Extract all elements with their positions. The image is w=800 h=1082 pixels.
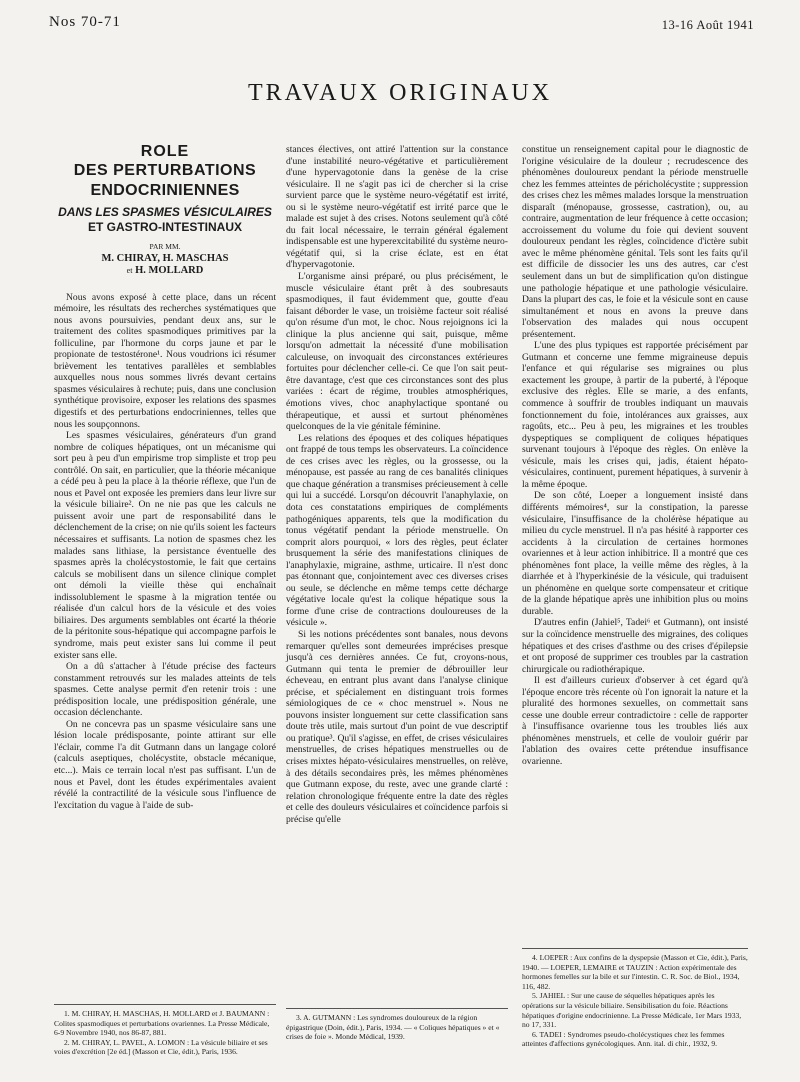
paragraph: D'autres enfin (Jahiel⁵, Tadei⁶ et Gutmann), ont insisté sur la coïncidence menstruelle des migraines, des coliques hépatiques et des crises d'asthme ou des crises d'épilepsie et ont proposé de supprimer ces troubles par la castration chirurgicale ou radiothérapique. xyxy=(522,617,748,675)
footnote: 2. M. CHIRAY, L. PAVEL, A. LOMON : La vésicule biliaire et ses voies d'excrétion [2e éd.] (Masson et Cie, édit.), Paris, 1936. xyxy=(54,1037,268,1057)
article-title-line-3: ENDOCRINIENNES xyxy=(90,182,240,199)
section-title: TRAVAUX ORIGINAUX xyxy=(247,80,553,106)
paragraph: L'organisme ainsi préparé, ou plus précisément, le muscle vésiculaire étant prêt à des soubresauts spasmodiques, il faut évidemment que, goutte d'eau faisant déborder le vase, un troisième facteur soit réalisé qu'on résume d'un mot, le choc. Nous rejoignons ici la clinique la plus ancienne qui sait, puisque, même lorsqu'on admettait la nécessité d'une mobilisation calculeuse, on invoquait des circonstances extérieures fortuites pour déclencher celle-ci. Ce que l'on sait peut-être davantage, c'est que ces circonstances sont des plus variées : écart de régime, troubles atmosphériques, émotions vives, choc anaphylactique spontané ou thérapeutique, et aussi et surtout phénomènes quelconques de la vie génitale féminine. xyxy=(286,271,508,433)
paragraph: Il est d'ailleurs curieux d'observer à cet égard qu'à l'époque encore très récente où l'on ignorait la nature et la pluralité des hormones sexuelles, on commettait sans cesse une double erreur contradictoire : celle de rapporter à l'insuffisance ovarienne tous les troubles liés aux phénomènes menstruels, et celle de vouloir guérir par l'ablation des ovaires cette prétendue insuffisance ovarienne. xyxy=(522,675,748,767)
article-subtitle-line-1: DANS LES SPASMES VÉSICULAIRES xyxy=(58,205,272,219)
paragraph: constitue un renseignement capital pour le diagnostic de l'origine vésiculaire de la douleur ; recrudescence des phénomènes douloureux pendant la période menstruelle chez les femmes atteintes de péricholécystite ; suppression des crises chez les mêmes malades lorsque la menstruation disparaît (ménopause, grossesse, castration), ou, au contraire, augmentation de leur fréquence à cette occasion; accroissement du volume du foie qui devient souvent douloureux pendant les règles, coïncidence d'ictère subit avec le même phénomène génital. Tels sont les faits qu'il est difficile de dissocier les uns des autres, car c'est seulement dans un but de simplification qu'on distingue une pathologie hépatique et une pathologie vésiculaire. Dans la plupart des cas, le foie et la vésicule sont en cause simultanément et nous en avons la preuve dans l'observation des malades qui nous occupent présentement. xyxy=(522,144,748,340)
footnote: 3. A. GUTMANN : Les syndromes douloureux de la région épigastrique (Doin, édit.), Paris, 1934. — « Coliques hépatiques » et « crises de foie ». Monde Médical, 1939. xyxy=(286,1013,500,1042)
authors-line-1: M. CHIRAY, H. MASCHAS xyxy=(101,252,229,264)
footnote: 5. JAHIEL : Sur une cause de séquelles hépatiques après les opérations sur la vésicule biliaire. Sensibilisation du foie. Réactions hépatiques d'origine endocrinienne. La Presse Médicale, 1er Mars 1933, no 17, 331. xyxy=(522,991,742,1030)
column-3 xyxy=(522,144,748,768)
footnotes-col-2 xyxy=(286,1013,508,1042)
footnote-rule-2 xyxy=(286,1008,508,1009)
footnote: 1. M. CHIRAY, H. MASCHAS, H. MOLLARD et J. BAUMANN : Colites spasmodiques et perturbations ovariennes. La Presse Médicale, 6-9 Novembre 1940, nos 86-87, 881. xyxy=(54,1009,270,1038)
column-1 xyxy=(54,140,276,811)
article-subtitle-line-2: ET GASTRO-INTESTINAUX xyxy=(87,220,242,234)
column-2 xyxy=(286,144,508,825)
paragraph: Les spasmes vésiculaires, générateurs d'un grand nombre de coliques hépatiques, ont un mécanisme qui sort peu à peu d'un empirisme trop simpliste et trop peu contrôlé. On sait, en particulier, que la théorie mécanique a cédé peu à peu la place à la théorie réflexe, que l'un de nous et Pavel ont exposée les premiers dans leur livre sur la vésicule biliaire². On ne nie pas que les calculs ne puissent avoir une part de responsabilité dans le déclenchement de la crise; on nie qu'ils soient les facteurs nécessaires et suffisants. La notion de spasmes chez les malades sans lithiase, la persistance éventuelle des spasmes après la cholécystostomie, le fait que certains calculs se mobilisent dans un silence clinique complet ont démoli la vieille thèse qui enchaînait indissolublement le spasme à la migration tentée ou réalisée d'un calcul hors de la vésicule et des voies biliaires. Des arguments semblables ont écarté la théorie de la péritonite sous-hépatique qui accompagne parfois le syndrome, mais peut exister sans lui comme il peut exister sans elle. xyxy=(54,430,276,661)
paragraph: Les relations des époques et des coliques hépatiques ont frappé de tous temps les observateurs. La coïncidence de ces crises avec les règles, ou la grossesse, ou la ménopause, est passée au rang de ces banalités cliniques que chaque génération a transmises précieusement à celle qui lui a succédé. Lorsqu'on découvrit l'anaphylaxie, on dota ces constatations empiriques de compléments pathogéniques apparents, tels que la modification du tonus végétatif pendant la période menstruelle. On comprit alors pourquoi, « lors des règles, peut éclater brusquement la série des manifestations cliniques de l'anaphylaxie, migraine, asthme, urticaire. Il n'est donc pas étonnant que, conjointement avec ces diverses crises ou seule, se déclenche en même temps cette décharge végétative locale qu'est la colique hépatique sous la forme d'une crise de contractions douloureuses de la vésicule ». xyxy=(286,432,508,629)
article-title-line-2: DES PERTURBATIONS xyxy=(73,162,257,179)
paragraph: stances électives, ont attiré l'attention sur la constance d'une instabilité neuro-végétative et particulièrement d'une hypervagotonie dans la genèse de la crise vésiculaire. Il ne s'agit pas ici de chercher si la crise survient parce que le système neuro-végétatif est irrité, ou si le système neuro-végétatif est irrité parce que le malade est sujet à des crises. Notons seulement qu'à côté du fait local nécessaire, le terrain général également indispensable est une hyperexcitabilité du système neuro-végétatif qui, si la crise éclate, est en état d'hypervagotonie. xyxy=(286,144,508,271)
paragraph: On a dû s'attacher à l'étude précise des facteurs constamment retrouvés sur les malades atteints de tels spasmes. Cette analyse permit d'en retenir trois : une prédisposition locale, une prédisposition générale, une occasion déclenchante. xyxy=(54,661,276,719)
footnote: 6. TADEI : Syndromes pseudo-cholécystiques chez les femmes atteintes d'affections gynécologiques. Ann. ital. di chir., 1932, 9. xyxy=(522,1029,725,1049)
footnote-rule-1 xyxy=(54,1004,276,1005)
footnote-rule-3 xyxy=(522,948,748,949)
author-mollard: H. MOLLARD xyxy=(135,265,204,277)
paragraph: On ne concevra pas un spasme vésiculaire sans une lésion locale prédisposante, pointe attirant sur elle l'éclair, comme l'a dit Gutmann dans un langage coloré (calculs aseptiques, cholécystite, obstacle mécanique, etc...). Mais ce terrain local n'est pas suffisant. L'un de nous et Pavel, dont les études expérimentales avaient révélé la contractilité de la vésicule sous l'influence de l'excitation du vague à l'aide de sub- xyxy=(54,718,276,811)
authors-et: et xyxy=(126,266,133,276)
footnotes-col-3 xyxy=(522,953,748,1049)
paragraph: De son côté, Loeper a longuement insisté dans différents mémoires⁴, sur la constipation, la paresse vésiculaire, l'insuffisance de la cholérèse hépatique au milieu du cycle menstruel. Il n'a pas hésité à rapporter ces accidents à la circulation de certaines hormones ovariennes et à leur action inhibitrice. Il a montré que ces phénomènes font place, la veille même des règles, à la diarrhée et à l'hyperkinésie de la vésicule, qui traduisent un phénomène en quelque sorte compensateur et critique de la glande hépatique après une inhibition plus ou moins durable. xyxy=(522,490,748,617)
issue-date: 13-16 Août 1941 xyxy=(661,18,754,32)
paragraph: Nous avons exposé à cette place, dans un récent mémoire, les résultats des recherches systématiques que nous avons poursuivies, pendant deux ans, sur le traitement des colites spasmodiques primitives par la folliculine, par l'hormone du corps jaune et par le propionate de testostérone¹. Nous voudrions ici résumer brièvement les tentatives parallèles et semblables auxquelles nous nous sommes livrés devant certains spasmes vésiculaires à rechute; puis, dans une conclusion synthétique provisoire, exposer les relations des spasmes digestifs et des perturbations endocriniennes, telles que nous les soupçonnons. xyxy=(54,291,276,430)
footnote: 4. LOEPER : Aux confins de la dyspepsie (Masson et Cie, édit.), Paris, 1940. — LOEPER, LEMAIRE et TAUZIN : Action expérimentale des hormones femelles sur la bile et sur l'intestin. C. R. Soc. de Biol., 1934, 116, 482. xyxy=(522,953,748,991)
paragraph: L'une des plus typiques est rapportée précisément par Gutmann et concerne une femme migraineuse depuis l'enfance et qui régularise ses migraines ou plus exactement les groupe, à partir de la puberté, à l'époque exclusive des règles. Elle se marie, a des enfants, commence à souffrir de troubles indiquant un mauvais fonctionnement du foie, intolérances aux graisses, aux ragoûts, etc... Peu à peu, les migraines et les troubles dyspeptiques se compliquent de coliques hépatiques survenant toujours à l'époque des règles. On enlève la vésicule, mais les crises qui, jadis, étaient hépato-vésiculaires, continuent, purement hépatiques, à survenir à la même époque. xyxy=(522,340,748,490)
paragraph: Si les notions précédentes sont banales, nous devons remarquer qu'elles sont demeurées imprécises presque jusqu'à ces dernières années. Ce fut, croyons-nous, Gutmann qui tenta le premier de débrouiller leur écheveau, en entrant plus avant dans l'analyse clinique précise, et spécialement en distinguant trois formes sémiologiques de ce « choc menstruel ». Nous ne pouvons insister longuement sur cette classification sans doute très utile, mais surtout d'un point de vue descriptif ou pratique³. Qu'il s'agisse, en effet, de crises vésiculaires menstruelles, de crises hépatiques menstruelles ou de crises mixtes hépato-vésiculaires menstruelles, on relève, à des détails secondaires près, les mêmes phénomènes que Gutmann expose, du reste, avec une grande clarté : relation chronologique fréquente entre la date des règles et celle des douleurs vésiculaires et coïncidence parfois si précise qu'elle xyxy=(286,628,508,825)
issue-number: Nos 70-71 xyxy=(49,14,121,30)
footnotes-col-1 xyxy=(54,1009,276,1057)
article-title-line-1: ROLE xyxy=(140,143,190,160)
authors-line-2 xyxy=(54,265,276,278)
byline-par: PAR MM. xyxy=(149,242,181,251)
